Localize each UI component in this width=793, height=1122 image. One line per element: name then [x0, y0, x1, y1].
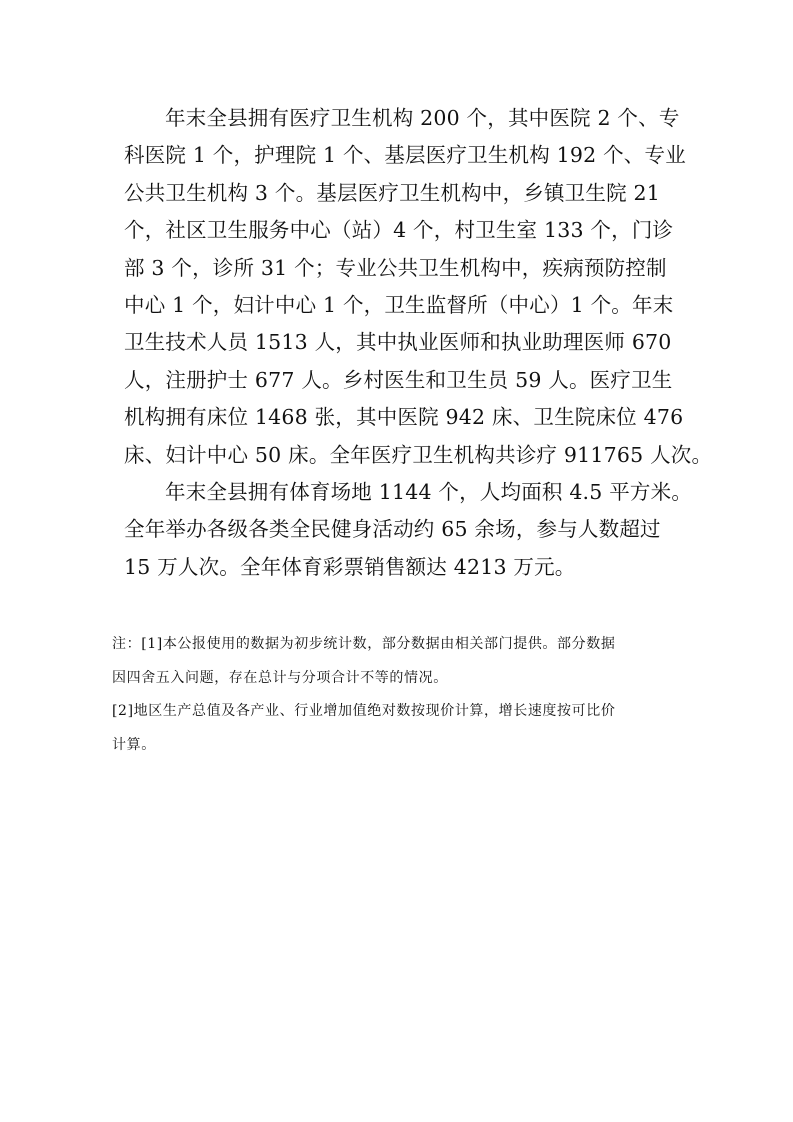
paragraph-line: 年末全县拥有体育场地 1144 个，人均面积 4.5 平方米。 [165, 479, 693, 504]
footnotes [112, 628, 692, 762]
paragraph-line: 科医院 1 个，护理院 1 个、基层医疗卫生机构 192 个、专业 [124, 143, 686, 168]
footnote-line: 计算。 [112, 736, 156, 753]
health-paragraph [124, 100, 713, 474]
paragraph-line: 年末全县拥有医疗卫生机构 200 个，其中医院 2 个、专 [165, 106, 680, 130]
paragraph-line: 中心 1 个，妇计中心 1 个，卫生监督所（中心）1 个。年末 [124, 292, 674, 317]
footnote-line: 因四舍五入问题，存在总计与分项合计不等的情况。 [112, 669, 448, 686]
paragraph-line: 卫生技术人员 1513 人，其中执业医师和执业助理医师 670 [124, 330, 672, 355]
footnote-line: 注：[1]本公报使用的数据为初步统计数，部分数据由相关部门提供。部分数据 [112, 636, 616, 652]
paragraph-line: 全年举办各级各类全民健身活动约 65 余场，参与人数超过 [124, 517, 661, 542]
paragraph-line: 部 3 个，诊所 31 个；专业公共卫生机构中，疾病预防控制 [124, 255, 667, 280]
paragraph-line: 机构拥有床位 1468 张，其中医院 942 床、卫生院床位 476 [124, 405, 684, 430]
sports-paragraph [124, 474, 693, 586]
paragraph-line: 公共卫生机构 3 个。基层医疗卫生机构中，乡镇卫生院 21 [124, 180, 660, 205]
paragraph-line: 15 万人次。全年体育彩票销售额达 4213 万元。 [124, 554, 576, 579]
paragraph-line: 床、妇计中心 50 床。全年医疗卫生机构共诊疗 911765 人次。 [124, 442, 713, 467]
paragraph-line: 人，注册护士 677 人。乡村医生和卫生员 59 人。医疗卫生 [124, 367, 673, 392]
footnote-line: [2]地区生产总值及各产业、行业增加值绝对数按现价计算，增长速度按可比价 [112, 703, 616, 719]
body-text [124, 100, 713, 586]
paragraph-line: 个，社区卫生服务中心（站）4 个，村卫生室 133 个，门诊 [124, 218, 674, 243]
